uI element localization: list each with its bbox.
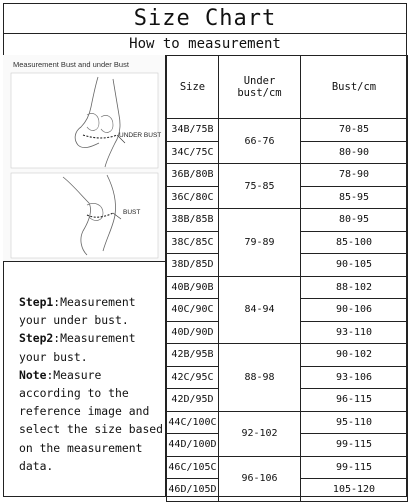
bust-cell: 105-120 <box>301 479 408 502</box>
under-bust-cell: 92-102 <box>219 411 301 456</box>
size-cell: 42C/95C <box>167 366 219 389</box>
bust-cell: 96-115 <box>301 389 408 412</box>
instructions-text <box>3 262 166 497</box>
table-row <box>167 411 408 434</box>
table-header-row <box>167 56 408 119</box>
instruction-step1-label: Step1 <box>19 295 54 309</box>
bust-cell: 85-95 <box>301 186 408 209</box>
bust-cell: 99-115 <box>301 434 408 457</box>
size-cell: 42B/95B <box>167 344 219 367</box>
bust-cell: 78-90 <box>301 164 408 187</box>
table-row <box>167 119 408 142</box>
size-cell: 44C/100C <box>167 411 219 434</box>
header-bust: Bust/cm <box>301 56 408 119</box>
measurement-illustration <box>3 55 166 262</box>
instruction-step1 <box>19 293 165 329</box>
bust-cell: 85-100 <box>301 231 408 254</box>
instruction-step2-text: :Measurement your bust. <box>19 331 136 364</box>
bust-label: BUST <box>123 209 141 216</box>
bust-cell: 90-106 <box>301 299 408 322</box>
size-cell: 44D/100D <box>167 434 219 457</box>
bust-cell: 93-106 <box>301 366 408 389</box>
illustration-heading: Measurement Bust and under Bust <box>13 60 129 69</box>
instruction-note-text: :Measure according to the reference image and select the size based on the measurement data. <box>19 367 164 473</box>
table-row <box>167 164 408 187</box>
under-bust-label: UNDER BUST <box>119 132 162 139</box>
header-size: Size <box>167 56 219 119</box>
page-title: Size Chart <box>3 3 407 34</box>
size-table <box>166 55 408 502</box>
bust-cell: 70-85 <box>301 119 408 142</box>
table-row <box>167 344 408 367</box>
bust-cell: 90-102 <box>301 344 408 367</box>
size-cell: 40B/90B <box>167 276 219 299</box>
size-cell: 46C/105C <box>167 456 219 479</box>
size-cell: 40D/90D <box>167 321 219 344</box>
instruction-step2 <box>19 329 165 365</box>
size-cell: 34B/75B <box>167 119 219 142</box>
size-cell: 38C/85C <box>167 231 219 254</box>
bust-cell: 90-105 <box>301 254 408 277</box>
under-bust-cell: 96-106 <box>219 456 301 501</box>
table-row <box>167 209 408 232</box>
under-bust-cell: 79-89 <box>219 209 301 277</box>
size-cell: 36B/80B <box>167 164 219 187</box>
size-cell: 46D/105D <box>167 479 219 502</box>
bust-cell: 99-115 <box>301 456 408 479</box>
size-cell: 34C/75C <box>167 141 219 164</box>
table-row <box>167 456 408 479</box>
size-cell: 40C/90C <box>167 299 219 322</box>
page-subtitle: How to measurement <box>3 33 407 56</box>
instruction-step2-label: Step2 <box>19 331 54 346</box>
bust-cell: 80-95 <box>301 209 408 232</box>
bust-cell: 80-90 <box>301 141 408 164</box>
under-bust-cell: 84-94 <box>219 276 301 344</box>
instruction-note-label: Note <box>19 367 47 382</box>
size-cell: 38D/85D <box>167 254 219 277</box>
size-cell: 38B/85B <box>167 209 219 232</box>
size-cell: 36C/80C <box>167 186 219 209</box>
instruction-step1-text: :Measurement your under bust. <box>19 295 136 328</box>
bust-cell: 88-102 <box>301 276 408 299</box>
bust-cell: 93-110 <box>301 321 408 344</box>
under-bust-cell: 88-98 <box>219 344 301 412</box>
bust-cell: 95-110 <box>301 411 408 434</box>
header-under-bust: Under bust/cm <box>219 56 301 119</box>
table-row <box>167 276 408 299</box>
size-cell: 42D/95D <box>167 389 219 412</box>
under-bust-cell: 66-76 <box>219 119 301 164</box>
instruction-note <box>19 366 165 475</box>
under-bust-cell: 75-85 <box>219 164 301 209</box>
body-figure-drawing <box>3 55 166 262</box>
